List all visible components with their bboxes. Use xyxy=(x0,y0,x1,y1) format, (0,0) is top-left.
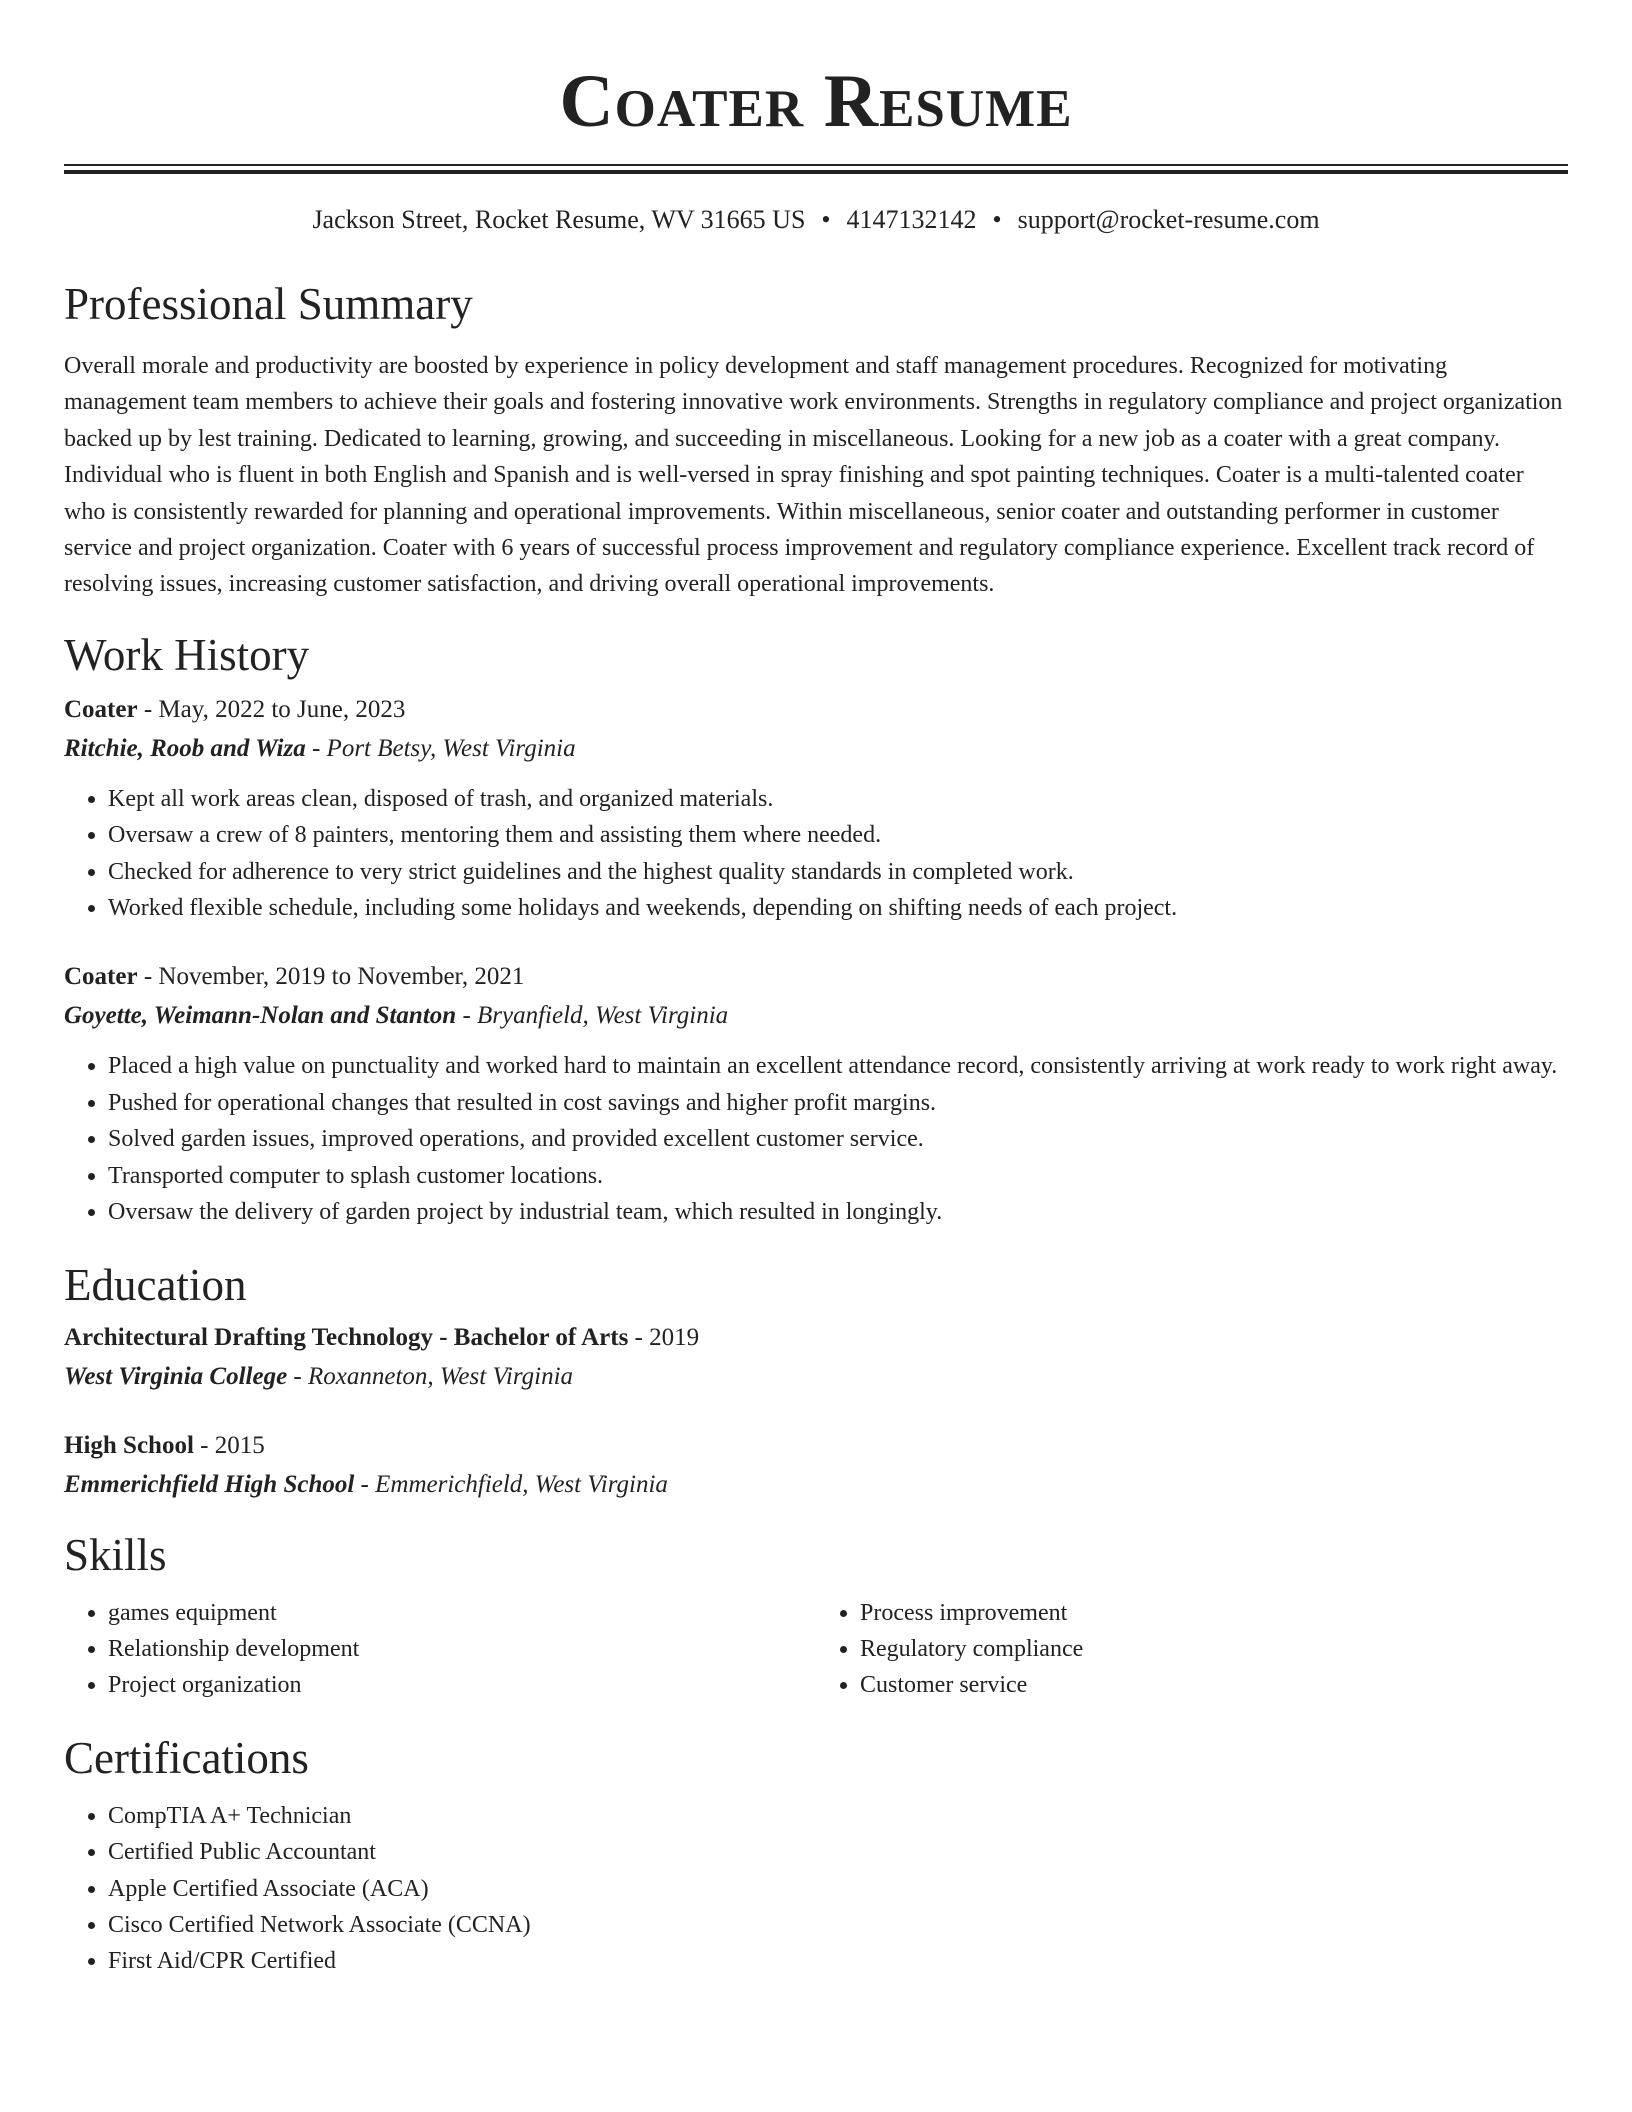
job-entry xyxy=(64,691,1568,927)
section-title-work-history: Work History xyxy=(64,629,310,680)
contact-separator: • xyxy=(821,205,831,234)
company-line xyxy=(64,996,1568,1036)
job-bullet: • Transported computer to splash customer locations. xyxy=(108,1158,1568,1194)
certification-item: • CompTIA A+ Technician xyxy=(108,1798,1568,1834)
skills-list-right xyxy=(816,1595,1568,1704)
contact-line xyxy=(64,204,1568,236)
certification-item: • First Aid/CPR Certified xyxy=(108,1943,1568,1979)
job-dates: - May, 2022 to June, 2023 xyxy=(137,695,406,723)
job-bullets xyxy=(64,781,1568,927)
job-bullet: • Placed a high value on punctuality and worked hard to maintain an excellent attendance record, consistently arriving at work ready to work right away. xyxy=(108,1048,1568,1084)
contact-email: support@rocket-resume.com xyxy=(1017,205,1320,234)
job-bullet: • Checked for adherence to very strict guidelines and the highest quality standards in completed work. xyxy=(108,854,1568,890)
school-location: - Emmerichfield, West Virginia xyxy=(354,1470,668,1498)
section-title-certifications: Certifications xyxy=(64,1732,309,1783)
school-name: Emmerichfield High School xyxy=(64,1470,355,1498)
degree-year: - 2015 xyxy=(193,1431,265,1459)
job-bullet: • Worked flexible schedule, including some holidays and weekends, depending on shifting needs of each project. xyxy=(108,890,1568,926)
school-line xyxy=(64,1465,1568,1505)
degree-year: - 2019 xyxy=(628,1323,700,1351)
job-bullet: • Kept all work areas clean, disposed of trash, and organized materials. xyxy=(108,781,1568,817)
company-name: Ritchie, Roob and Wiza xyxy=(64,734,306,762)
company-name: Goyette, Weimann-Nolan and Stanton xyxy=(64,1002,457,1030)
resume-title: Coater Resume xyxy=(559,60,1073,143)
company-location: - Bryanfield, West Virginia xyxy=(456,1002,729,1030)
school-line xyxy=(64,1357,1568,1397)
job-entry xyxy=(64,958,1568,1230)
degree-name: Architectural Drafting Technology - Bachelor of Arts xyxy=(64,1323,629,1351)
contact-address: Jackson Street, Rocket Resume, WV 31665 US xyxy=(312,205,806,234)
degree-name: High School xyxy=(64,1431,194,1459)
certifications-list xyxy=(64,1798,1568,1980)
section-title-skills: Skills xyxy=(64,1529,167,1580)
certification-item: • Cisco Certified Network Associate (CCNA) xyxy=(108,1907,1568,1943)
company-line xyxy=(64,729,1568,769)
title-divider xyxy=(64,164,1568,174)
job-title: Coater xyxy=(64,695,138,723)
school-name: West Virginia College xyxy=(64,1362,288,1390)
skill-item: • games equipment xyxy=(108,1595,816,1631)
job-bullet: • Oversaw a crew of 8 painters, mentoring them and assisting them where needed. xyxy=(108,817,1568,853)
skill-item: • Relationship development xyxy=(108,1631,816,1667)
education-entry xyxy=(64,1319,1568,1397)
summary-text: Overall morale and productivity are boosted by experience in policy development and staff management procedures. Recognized for motivating management team members to achieve their goals and fostering innovative work environments. Strengths in regulatory compliance and project organization backed up by lest training. Dedicated to learning, growing, and succeeding in miscellaneous. Looking for a new job as a coater with a great company. Individual who is fluent in both English and Spanish and is well-versed in spray finishing and spot painting techniques. Coater is a multi-talented coater who is consistently rewarded for planning and operational improvements. Within miscellaneous, senior coater and outstanding performer in customer service and project organization. Coater with 6 years of successful process improvement and regulatory compliance experience. Excellent track record of resolving issues, increasing customer satisfaction, and driving overall operational improvements. xyxy=(64,353,1563,598)
contact-phone: 4147132142 xyxy=(846,205,977,234)
skill-item: • Regulatory compliance xyxy=(860,1631,1568,1667)
job-bullet: • Oversaw the delivery of garden project by industrial team, which resulted in longingly. xyxy=(108,1194,1568,1230)
skills-list-left xyxy=(64,1595,816,1704)
skills-columns xyxy=(64,1595,1568,1704)
section-title-education: Education xyxy=(64,1259,247,1310)
skill-item: • Customer service xyxy=(860,1667,1568,1703)
certification-item: • Certified Public Accountant xyxy=(108,1834,1568,1870)
job-title-line xyxy=(64,691,1568,729)
certification-item: • Apple Certified Associate (ACA) xyxy=(108,1871,1568,1907)
contact-separator: • xyxy=(992,205,1002,234)
skill-item: • Process improvement xyxy=(860,1595,1568,1631)
job-dates: - November, 2019 to November, 2021 xyxy=(137,963,525,991)
job-bullets xyxy=(64,1048,1568,1230)
company-location: - Port Betsy, West Virginia xyxy=(305,734,576,762)
section-title-summary: Professional Summary xyxy=(64,279,473,329)
job-bullet: • Pushed for operational changes that resulted in cost savings and higher profit margins. xyxy=(108,1085,1568,1121)
job-bullet: • Solved garden issues, improved operations, and provided excellent customer service. xyxy=(108,1121,1568,1157)
education-entry xyxy=(64,1427,1568,1505)
degree-line xyxy=(64,1427,1568,1465)
school-location: - Roxanneton, West Virginia xyxy=(287,1362,574,1390)
job-title-line xyxy=(64,958,1568,996)
job-title: Coater xyxy=(64,963,138,991)
degree-line xyxy=(64,1319,1568,1357)
skill-item: • Project organization xyxy=(108,1667,816,1703)
